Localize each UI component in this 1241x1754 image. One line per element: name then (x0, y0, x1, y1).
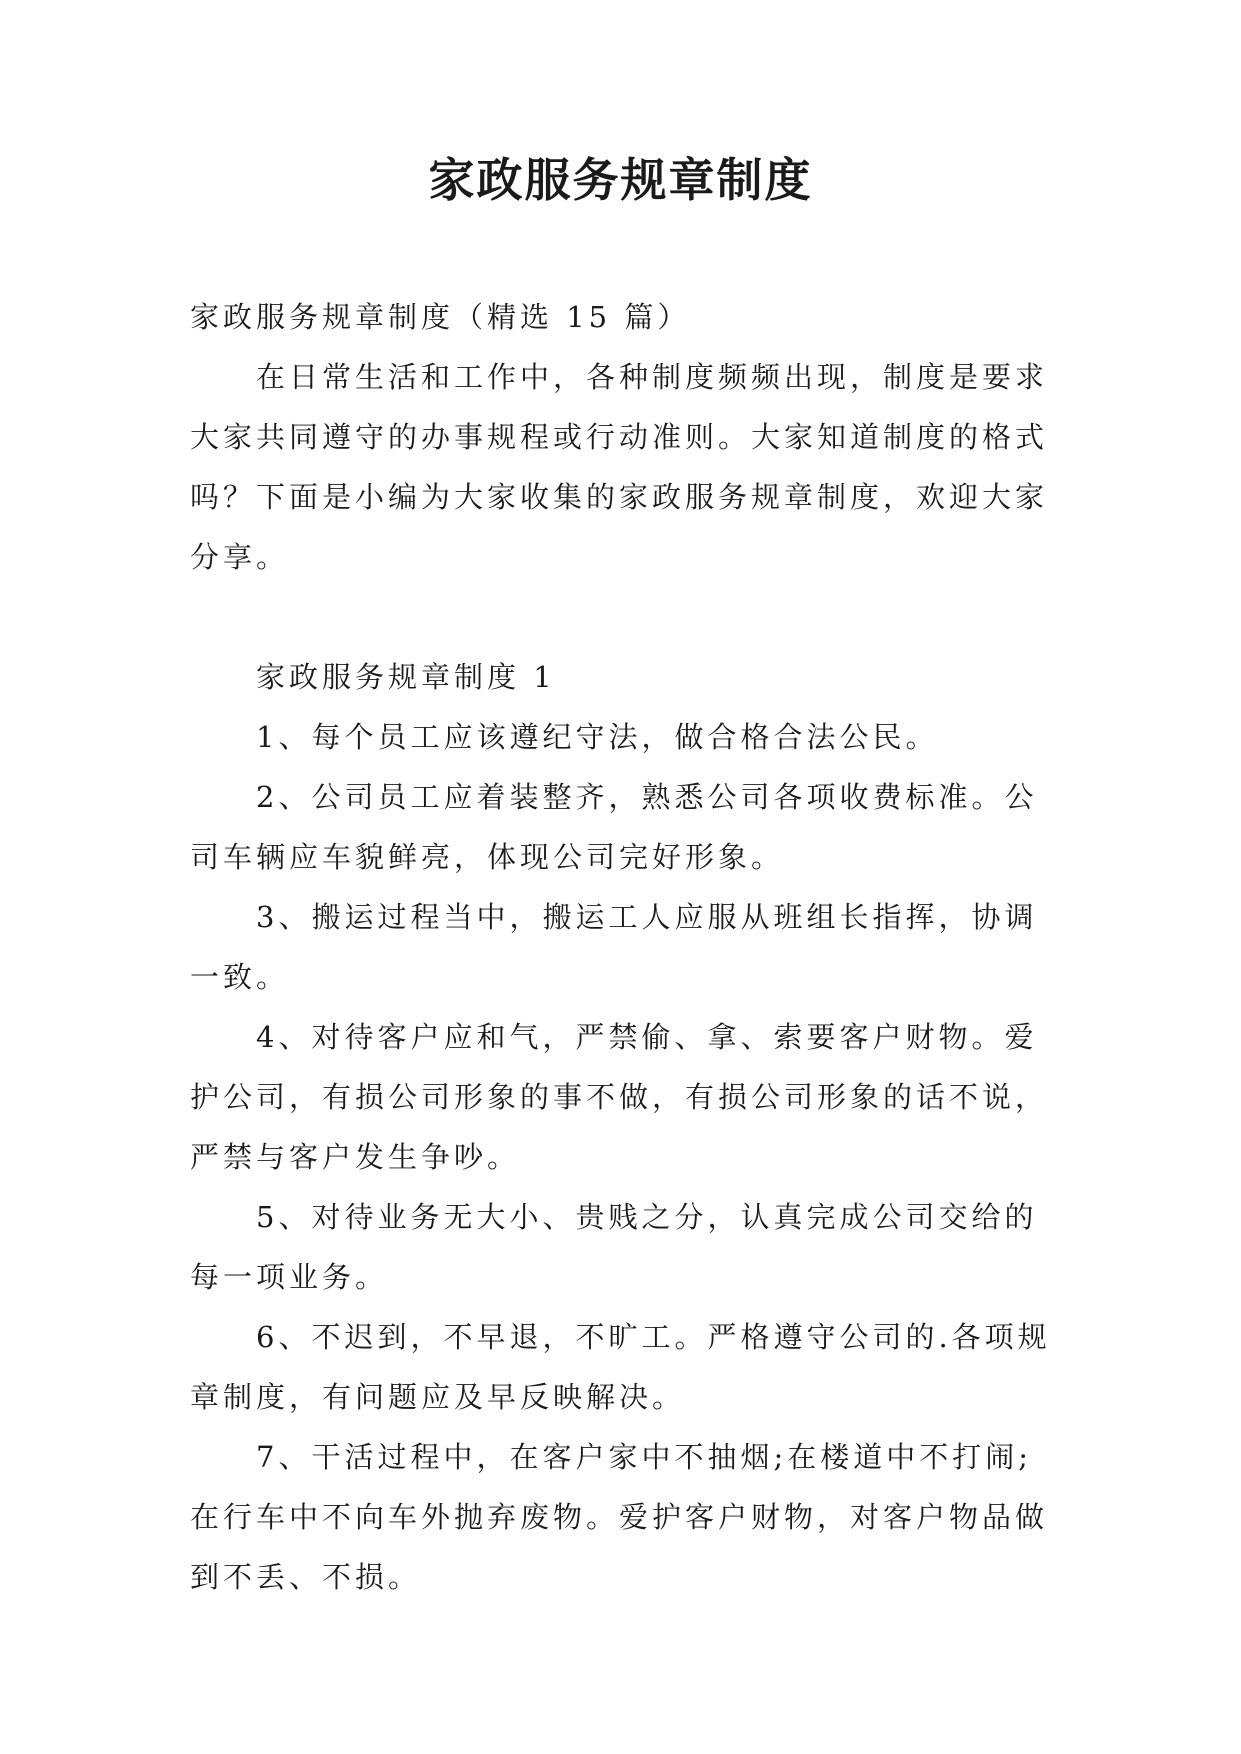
rule-item-1: 1、每个员工应该遵纪守法，做合格合法公民。 (256, 720, 939, 754)
rule-item-2: 2、公司员工应着装整齐，熟悉公司各项收费标准。公司车辆应车貌鲜亮，体现公司完好形象。 (190, 780, 1038, 874)
rule-item-5: 5、对待业务无大小、贵贱之分，认真完成公司交给的每一项业务。 (190, 1200, 1038, 1294)
rule-item-6: 6、不迟到，不早退，不旷工。严格遵守公司的.各项规章制度，有问题应及早反映解决。 (190, 1320, 1051, 1414)
rule-item-4: 4、对待客户应和气，严禁偷、拿、索要客户财物。爱护公司，有损公司形象的事不做，有损公司形象的话不说，严禁与客户发生争吵。 (190, 1020, 1049, 1174)
section-heading: 家政服务规章制度 1 (256, 660, 556, 694)
rule-item-3: 3、搬运过程当中，搬运工人应服从班组长指挥，协调一致。 (190, 900, 1038, 994)
rule-item-7: 7、干活过程中，在客户家中不抽烟;在楼道中不打闹;在行车中不向车外抛弃废物。爱护客户财物，对客户物品做到不丢、不损。 (190, 1440, 1049, 1594)
intro-paragraph: 在日常生活和工作中，各种制度频频出现，制度是要求大家共同遵守的办事规程或行动准则。大家知道制度的格式吗？下面是小编为大家收集的家政服务规章制度，欢迎大家分享。 (190, 360, 1049, 574)
document-body (190, 287, 1060, 1607)
document-title: 家政服务规章制度 (428, 153, 813, 207)
document-subtitle: 家政服务规章制度（精选 15 篇） (190, 300, 691, 334)
